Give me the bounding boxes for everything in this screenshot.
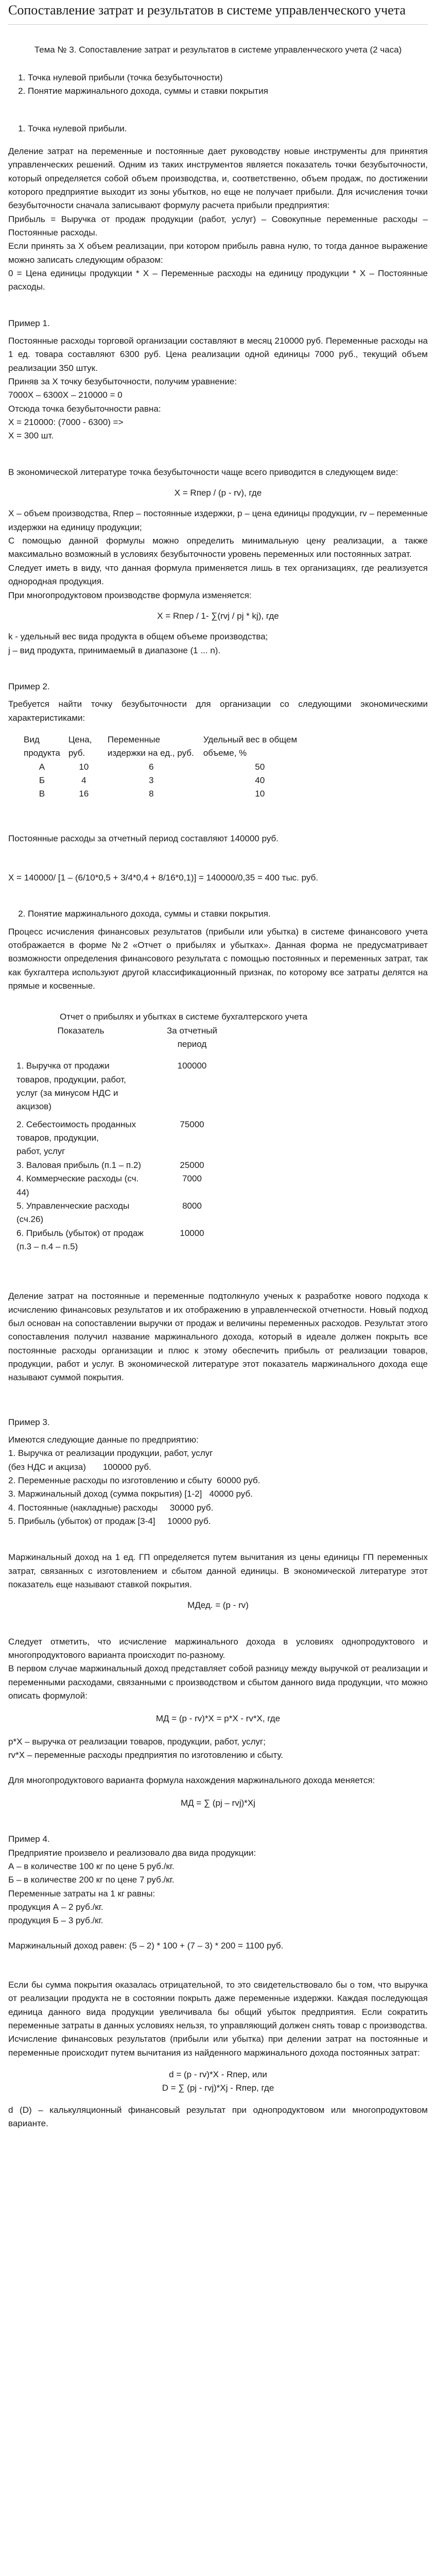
- table-caption: Отчет о прибылях и убытках в системе бухгалтерского учета: [60, 1012, 308, 1022]
- example-heading: Пример 1.: [8, 318, 50, 328]
- paragraph: Постоянные расходы торговой организации составляют в месяц 210000 руб. Переменные расходы на 1 ед. товара составляют 6300 руб. Цена реализации одной единицы 7000 руб., текущий объем реализации 350 штук.: [8, 336, 428, 373]
- table-cell: 40: [255, 775, 265, 785]
- paragraph: В экономической литературе точка безубыточности чаще всего приводится в следующем виде:: [8, 467, 398, 477]
- paragraph: Следует отметить, что исчисление маржинального дохода в условиях однопродуктового и многопродуктового варианта происходит по-разному.: [8, 1636, 428, 1660]
- paragraph: k - удельный вес вида продукта в общем объеме производства;: [8, 632, 268, 642]
- paragraph: Имеются следующие данные по предприятию:: [8, 1434, 199, 1445]
- paragraph: Отсюда точка безубыточности равна:: [8, 403, 161, 414]
- table-row: [12, 1199, 235, 1227]
- report-table: [12, 1024, 235, 1254]
- paragraph: Процесс исчисления финансовых результатов (прибыли или убытка) в системе финансового учета отображается в форме №2 «Отчет о прибылях и убытках». Данная форма не предусматривает возможности определения финансового результата с помощью постоянных и переменных затрат, так как бухгалтера используют другой классификационный признак, по которому все затраты делятся на прямые и косвенные.: [8, 926, 428, 991]
- table-cell: 7000: [182, 1174, 202, 1184]
- table-header: Переменные издержки на ед., руб.: [107, 734, 194, 758]
- table-cell: 10000: [180, 1228, 204, 1238]
- table-cell: 3. Валовая прибыль (п.1 – п.2): [16, 1160, 142, 1170]
- table-cell: 25000: [180, 1160, 204, 1170]
- paragraph: Прибыль = Выручка от продаж продукции (работ, услуг) – Совокупные переменные расходы – Постоянные расходы.: [8, 214, 428, 238]
- list-item: 3. Маржинальный доход (сумма покрытия) [1-2] 40000 руб.: [8, 1489, 253, 1499]
- paragraph: Деление затрат на постоянные и переменные подтолкнуло ученых к разработке нового подхода к исчислению финансовых результатов и их отображению в управленческой отчетности. Новый подход был основан на сопоставлении выручки от продаж и величины переменных расходов. Результат этого сопоставления получил название маржинального дохода, который в идеале должен покрыть все постоянные расходы организации и плюс к этому обеспечить прибыль от реализации товаров, продукции, работ и услуг. В экономической литературе этот показатель маржинального дохода еще называют суммой покрытия.: [8, 1291, 428, 1383]
- paragraph: Приняв за Х точку безубыточности, получим уравнение:: [8, 377, 237, 387]
- table-row: [12, 1227, 235, 1254]
- table-header: Удельный вес в общем объеме, %: [203, 734, 298, 758]
- table-cell: А: [39, 761, 45, 772]
- example-heading: Пример 2.: [8, 681, 50, 691]
- formula: X = Rпер / 1- ∑(rvj / pj * kj), где: [157, 611, 279, 621]
- formula: d = (p - rv)*X - Rпер, или: [169, 2070, 267, 2079]
- list-item: 1. Точка нулевой прибыли (точка безубыточности): [28, 71, 428, 84]
- paragraph: Исчисление финансовых результатов (прибыли или убытка) при делении затрат на постоянные и переменные происходит путем вычитания из найденного маржинального дохода постоянных затрат:: [8, 2034, 428, 2058]
- table-header-row: [20, 733, 321, 760]
- table-cell: Б: [39, 775, 45, 785]
- table-cell: 75000: [180, 1119, 204, 1129]
- table-row: [12, 1059, 235, 1113]
- table-cell: 4. Коммерческие расходы (сч. 44): [16, 1174, 139, 1197]
- table-cell: 5. Управленческие расходы (сч.26): [16, 1200, 130, 1225]
- table-header: Цена, руб.: [68, 734, 92, 758]
- plan-list: [8, 71, 428, 98]
- list-item: 4. Постоянные (накладные) расходы 30000 руб.: [8, 1502, 214, 1513]
- paragraph: 7000Х – 6300Х – 210000 = 0: [8, 390, 123, 400]
- table-cell: 10: [79, 761, 89, 772]
- table-cell: 4: [81, 775, 86, 785]
- paragraph: Б – в количестве 200 кг по цене 7 руб./кг.: [8, 1875, 175, 1885]
- table-cell: 100000: [177, 1061, 207, 1071]
- theme-heading: Тема № 3. Сопоставление затрат и результатов в системе управленческого учета (2 часа): [34, 44, 402, 55]
- table-cell: [12, 1051, 149, 1059]
- table-row: [20, 760, 321, 774]
- paragraph: С помощью данной формулы можно определить минимальную цену реализации, а также максимально возможный в условиях безубыточности уровень переменных или постоянных затрат.: [8, 536, 428, 560]
- formula: МД = (p - rv)*X = p*X - rv*X, где: [155, 1714, 281, 1724]
- paragraph: j – вид продукта, принимаемый в диапазоне (1 ... n).: [8, 645, 221, 655]
- list-item: 2. Переменные расходы по изготовлению и сбыту 60000 руб.: [8, 1476, 260, 1485]
- table-header: Показатель: [57, 1025, 104, 1036]
- table-cell: 1. Выручка от продажи товаров, продукции, работ, услуг (за минусом НДС и акцизов): [16, 1061, 126, 1112]
- paragraph: Х = 300 шт.: [8, 431, 54, 441]
- table-cell: 16: [79, 789, 89, 799]
- formula: МДед. = (p - rv): [187, 1600, 249, 1611]
- paragraph: Х – объем производства, Rпер – постоянные издержки, p – цена единицы продукции, rv – переменные издержки на единицу продукции;: [8, 509, 428, 532]
- table-cell: 8000: [182, 1200, 202, 1211]
- paragraph: Х = 140000/ [1 – (6/10*0,5 + 3/4*0,4 + 8/16*0,1)] = 140000/0,35 = 400 тыс. руб.: [8, 872, 319, 883]
- example2-table: [20, 733, 321, 801]
- table-row: [12, 1145, 235, 1158]
- table-row: [20, 774, 321, 787]
- table-row: [12, 1114, 235, 1118]
- paragraph: Если принять за Х объем реализации, при котором прибыль равна нулю, то тогда данное выражение можно записать следующим образом:: [8, 241, 428, 265]
- paragraph: Если бы сумма покрытия оказалась отрицательной, то это свидетельствовало бы о том, что выручка от реализации продукта не в состоянии покрыть даже переменные издержки. Каждая последующая единица данного вида продукции увеличивала бы общий убыток предприятия. Если сократить переменные затраты в данных условиях нельзя, то управляющий должен снять товар с производства.: [8, 1979, 428, 2030]
- formula: МД = ∑ (pj – rvj)*Xj: [180, 1798, 255, 1808]
- table-cell: В: [39, 789, 45, 799]
- section-heading: 1. Точка нулевой прибыли.: [28, 122, 428, 135]
- table-cell: 10: [255, 789, 265, 799]
- table-cell: работ, услуг: [16, 1146, 65, 1157]
- paragraph: Предприятие произвело и реализовало два вида продукции:: [8, 1848, 256, 1858]
- list-item: (без НДС и акциза) 100000 руб.: [8, 1462, 151, 1472]
- paragraph: А – в количестве 100 кг по цене 5 руб./кг.: [8, 1861, 175, 1871]
- example-heading: Пример 4.: [8, 1834, 50, 1844]
- paragraph: продукция Б – 3 руб./кг.: [8, 1916, 103, 1926]
- paragraph: rv*X – переменные расходы предприятия по изготовлению и сбыту.: [8, 1750, 283, 1760]
- paragraph: Маржинальный доход на 1 ед. ГП определяется путем вычитания из цены единицы ГП переменных затрат, связанных с изготовлением и сбытом данной единицы. В экономической литературе этот показатель еще называют ставкой покрытия.: [8, 1552, 428, 1590]
- table-cell: 3: [149, 775, 154, 785]
- table-cell: [12, 1114, 149, 1118]
- section2-heading-list: [8, 907, 428, 921]
- paragraph: Для многопродуктового варианта формула нахождения маржинального дохода меняется:: [8, 1775, 375, 1785]
- table-row: [20, 787, 321, 801]
- paragraph: p*X – выручка от реализации товаров, продукции, работ, услуг;: [8, 1736, 266, 1747]
- section1-heading-list: [8, 122, 428, 135]
- paragraph: d (D) – калькуляционный финансовый результат при однопродуктовом или многопродуктовом варианте.: [8, 2105, 428, 2129]
- paragraph: В первом случае маржинальный доход представляет собой разницу между выручкой от реализации и переменными расходами, связанными с производством и сбытом данного вида продукции, что можно описать формулой:: [8, 1664, 428, 1701]
- section-heading: 2. Понятие маржинального дохода, суммы и ставки покрытия.: [28, 907, 428, 921]
- list-item: 5. Прибыль (убыток) от продаж [3-4] 10000 руб.: [8, 1516, 211, 1527]
- paragraph: При многопродуктовом производстве формула изменяется:: [8, 590, 252, 600]
- paragraph: Требуется найти точку безубыточности для организации со следующими экономическими характеристиками:: [8, 699, 428, 723]
- table-header: За отчетный период: [167, 1025, 217, 1049]
- table-cell: [149, 1114, 235, 1118]
- table-cell: [149, 1051, 235, 1059]
- paragraph: Х = 210000: (7000 - 6300) =>: [8, 417, 124, 428]
- formula: X = Rпер / (p - rv), где: [174, 488, 262, 498]
- table-header: Вид продукта: [24, 734, 60, 758]
- paragraph: Деление затрат на переменные и постоянные дает руководству новые инструменты для принятия управленческих решений. Одним из таких инструментов является показатель точки безубыточности, который определяется собой объем производства, и, соответственно, объем продаж, по достижении которого предприятие выходит из зоны убытков, но еще не получает прибыли. Для исчисления точки безубыточности сначала записывают формулу расчета прибыли предприятия:: [8, 146, 428, 211]
- table-cell: 6. Прибыль (убыток) от продаж (п.3 – п.4 – п.5): [16, 1228, 144, 1251]
- table-cell: 6: [149, 761, 154, 772]
- paragraph: продукция А – 2 руб./кг.: [8, 1902, 103, 1912]
- table-cell: 50: [255, 761, 265, 772]
- table-row: [12, 1118, 235, 1145]
- paragraph: Маржинальный доход равен: (5 – 2) * 100 + (7 – 3) * 200 = 1100 руб.: [8, 1940, 284, 1951]
- table-cell: [149, 1145, 235, 1158]
- table-header-row: [12, 1024, 235, 1052]
- paragraph: 0 = Цена единицы продукции * Х – Переменные расходы на единицу продукции * Х – Постоянные расходы.: [8, 268, 428, 292]
- formula: D = ∑ (pj - rvj)*Xj - Rпер, где: [162, 2083, 274, 2093]
- list-item: 1. Выручка от реализации продукции, работ, услуг: [8, 1448, 213, 1459]
- list-item: 2. Понятие маржинального дохода, суммы и ставки покрытия: [28, 84, 428, 98]
- paragraph: Переменные затраты на 1 кг равны:: [8, 1888, 155, 1899]
- paragraph: Следует иметь в виду, что данная формула применяется лишь в тех организациях, где реализуется однородная продукция.: [8, 563, 428, 587]
- page-title: Сопоставление затрат и результатов в системе управленческого учета: [8, 2, 428, 25]
- table-row: [12, 1172, 235, 1199]
- example-heading: Пример 3.: [8, 1417, 50, 1427]
- paragraph: Постоянные расходы за отчетный период составляют 140000 руб.: [8, 833, 279, 843]
- table-cell: 8: [149, 789, 154, 799]
- table-row: [12, 1051, 235, 1059]
- table-row: [12, 1159, 235, 1172]
- table-cell: 2. Себестоимость проданных товаров, продукции,: [16, 1119, 136, 1143]
- document-page: [0, 2, 436, 2130]
